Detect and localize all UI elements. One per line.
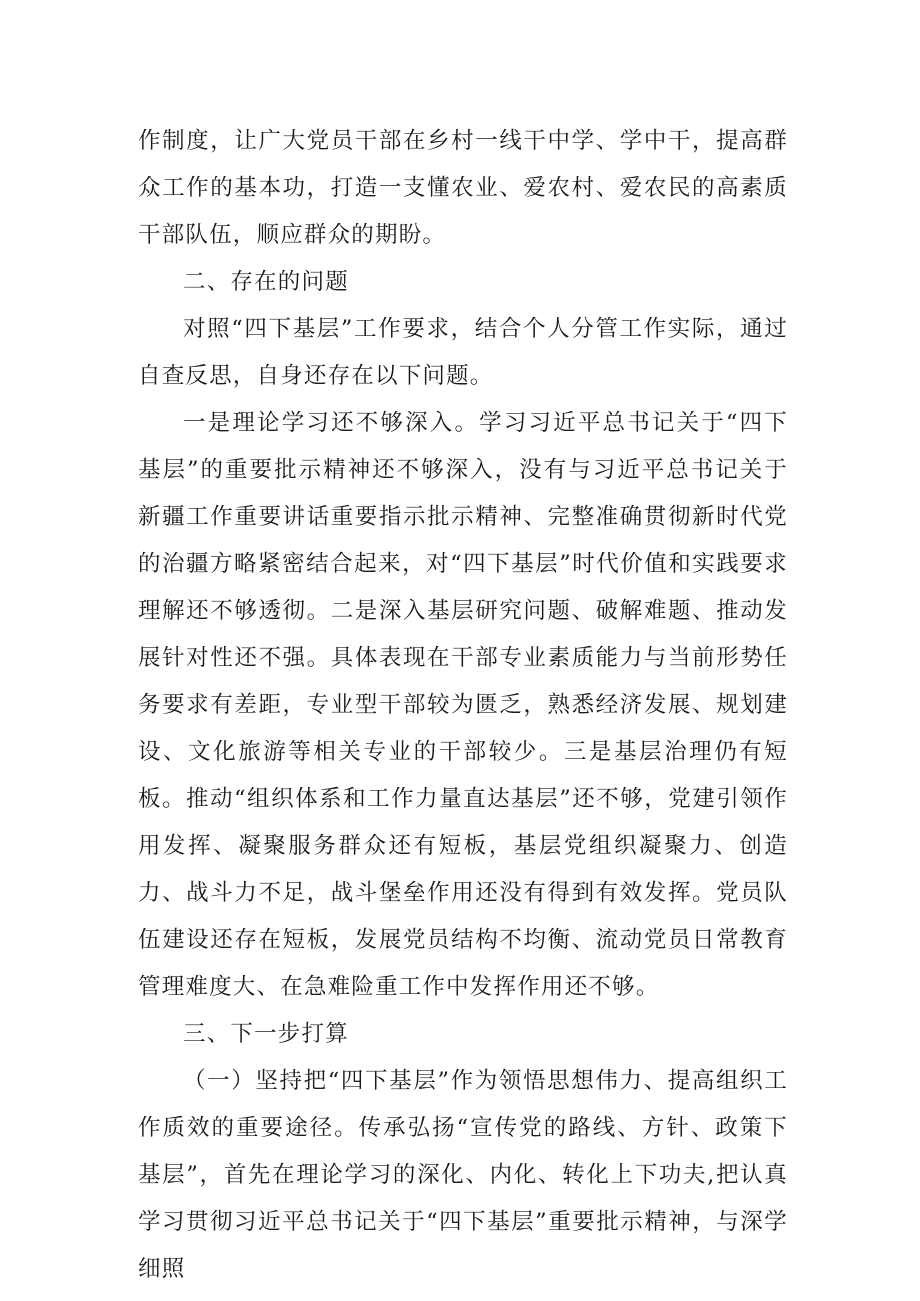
paragraph-next-steps-1: （一）坚持把“四下基层”作为领悟思想伟力、提高组织工作质效的重要途径。传承弘扬“宣传党的路线、方针、政策下基层”，首先在理论学习的深化、内化、转化上下功夫,把认真学习贯彻习近平总书记关于“四下基层”重要批示精神，与深学细照 [138, 1068, 788, 1282]
document-body [138, 118, 788, 1293]
paragraph-continuation: 作制度，让广大党员干部在乡村一线干中学、学中干，提高群众工作的基本功，打造一支懂农业、爱农村、爱农民的高素质干部队伍，顺应群众的期盼。 [138, 128, 788, 248]
section-heading-next-steps: 三、下一步打算 [183, 1021, 349, 1047]
paragraph-intro-problems: 对照“四下基层”工作要求，结合个人分管工作实际，通过自查反思，自身还存在以下问题。 [138, 316, 788, 389]
section-heading-problems: 二、存在的问题 [183, 269, 349, 295]
paragraph-problems-detail: 一是理论学习还不够深入。学习习近平总书记关于“四下基层”的重要批示精神还不够深入，没有与习近平总书记关于新疆工作重要讲话重要指示批示精神、完整准确贯彻新时代党的治疆方略紧密结合起来，对“四下基层”时代价值和实践要求理解还不够透彻。二是深入基层研究问题、破解难题、推动发展针对性还不强。具体表现在干部专业素质能力与当前形势任务要求有差距，专业型干部较为匮乏，熟悉经济发展、规划建设、文化旅游等相关专业的干部较少。三是基层治理仍有短板。推动“组织体系和工作力量直达基层”还不够，党建引领作用发挥、凝聚服务群众还有短板，基层党组织凝聚力、创造力、战斗力不足，战斗堡垒作用还没有得到有效发挥。党员队伍建设还存在短板，发展党员结构不均衡、流动党员日常教育管理难度大、在急难险重工作中发挥作用还不够。 [138, 410, 788, 1000]
